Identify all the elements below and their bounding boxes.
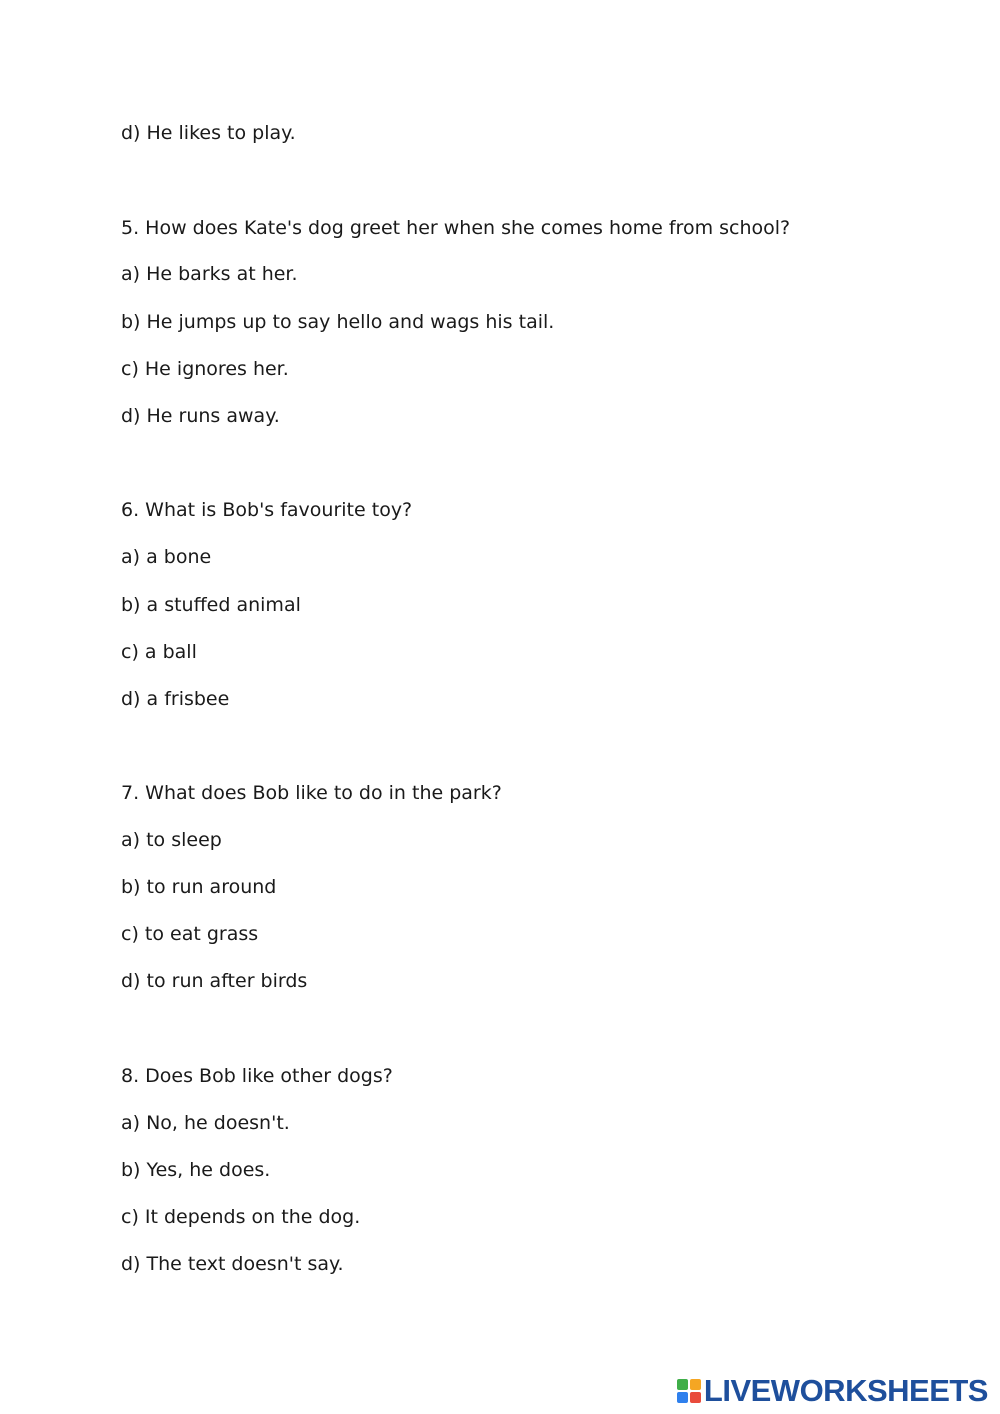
q5-option-d: d) He runs away. (121, 405, 280, 427)
q6-option-c: c) a ball (121, 641, 197, 663)
q8-option-d: d) The text doesn't say. (121, 1253, 344, 1275)
question-8: 8. Does Bob like other dogs? (121, 1065, 393, 1087)
q8-option-b: b) Yes, he does. (121, 1159, 271, 1181)
logo-mark-square (677, 1392, 688, 1403)
q6-option-d: d) a frisbee (121, 688, 230, 710)
q7-option-b: b) to run around (121, 876, 277, 898)
q5-option-c: c) He ignores her. (121, 358, 289, 380)
logo-mark-icon (677, 1379, 701, 1403)
q6-option-a: a) a bone (121, 546, 212, 568)
q4-option-d: d) He likes to play. (121, 122, 296, 144)
q5-option-a: a) He barks at her. (121, 263, 298, 285)
logo-mark-square (690, 1379, 701, 1390)
logo-mark-square (677, 1379, 688, 1390)
liveworksheets-logo (677, 1374, 988, 1408)
q8-option-a: a) No, he doesn't. (121, 1112, 290, 1134)
logo-text: LIVEWORKSHEETS (703, 1373, 988, 1408)
question-7: 7. What does Bob like to do in the park? (121, 782, 502, 804)
question-5: 5. How does Kate's dog greet her when she comes home from school? (121, 217, 791, 239)
q7-option-d: d) to run after birds (121, 970, 308, 992)
question-6: 6. What is Bob's favourite toy? (121, 499, 413, 521)
q7-option-c: c) to eat grass (121, 923, 259, 945)
q5-option-b: b) He jumps up to say hello and wags his tail. (121, 311, 555, 333)
logo-mark-square (690, 1392, 701, 1403)
q8-option-c: c) It depends on the dog. (121, 1206, 361, 1228)
q7-option-a: a) to sleep (121, 829, 222, 851)
q6-option-b: b) a stuffed animal (121, 594, 301, 616)
